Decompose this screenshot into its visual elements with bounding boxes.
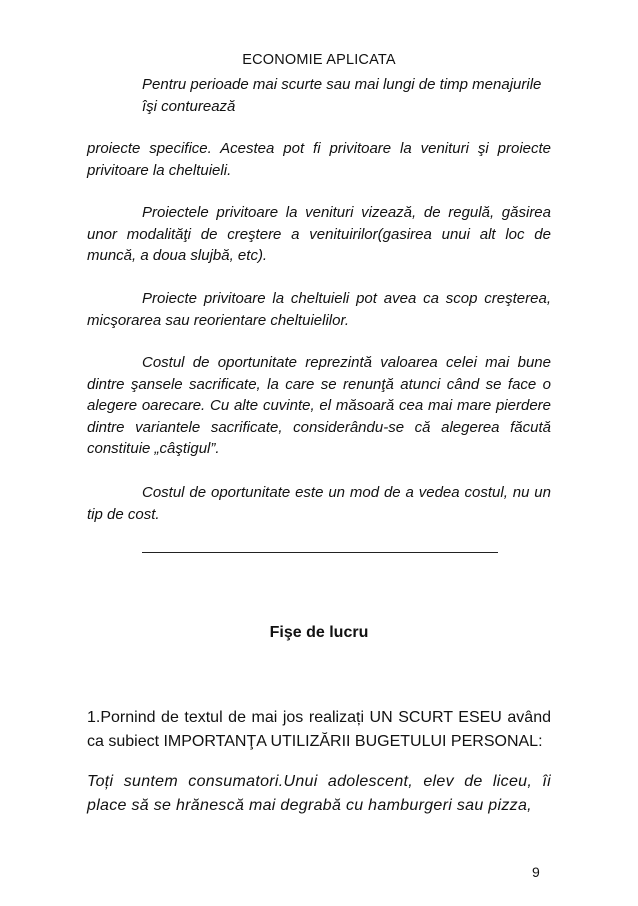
intro-line-1: Pentru perioade mai scurte sau mai lungi de timp menajurile bbox=[142, 76, 542, 93]
running-header: ECONOMIE APLICATA bbox=[242, 52, 396, 68]
page-number: 9 bbox=[532, 864, 540, 880]
intro-line-2: îşi conturează bbox=[142, 97, 236, 115]
paragraph-cheltuieli: Proiecte privitoare la cheltuieli pot avea ca scop creşterea, micşorarea sau reorientare cheltuielilor. bbox=[87, 290, 551, 329]
paragraph-cost-mod: Costul de oportunitate este un mod de a vedea costul, nu un tip de cost. bbox=[87, 484, 551, 523]
section-title: Fişe de lucru bbox=[269, 624, 369, 641]
paragraph-venituri: Proiectele privitoare la venituri vizează, de regulă, găsirea unor modalităţi de creştere a venituirilor(gasirea unui alt loc de muncă, a doua slujbă, etc). bbox=[87, 204, 551, 264]
paragraph-proiecte: proiecte specifice. Acestea pot fi privitoare la venituri şi proiecte privitoare la cheltuieli. bbox=[87, 140, 551, 179]
quote-text: Toți suntem consumatori.Unui adolescent, elev de liceu, îi place să se hrănescă mai degrabă cu hamburgeri sau pizza, bbox=[87, 773, 551, 814]
paragraph-cost-oportunitate: Costul de oportunitate reprezintă valoarea celei mai bune dintre şansele sacrificate, la care se renunţă atunci când se face o alegere oarecare. Cu alte cuvinte, el măsoară cea mai mare pierdere dintre variantele sacrificate, considerându-se că alegerea făcută constituie „câştigul”. bbox=[87, 354, 551, 457]
task-prompt: 1.Pornind de textul de mai jos realizați UN SCURT ESEU având ca subiect IMPORTANŢA UTILIZĂRII BUGETULUI PERSONAL: bbox=[87, 709, 551, 750]
separator-line bbox=[142, 552, 498, 553]
intro-block bbox=[142, 74, 552, 117]
